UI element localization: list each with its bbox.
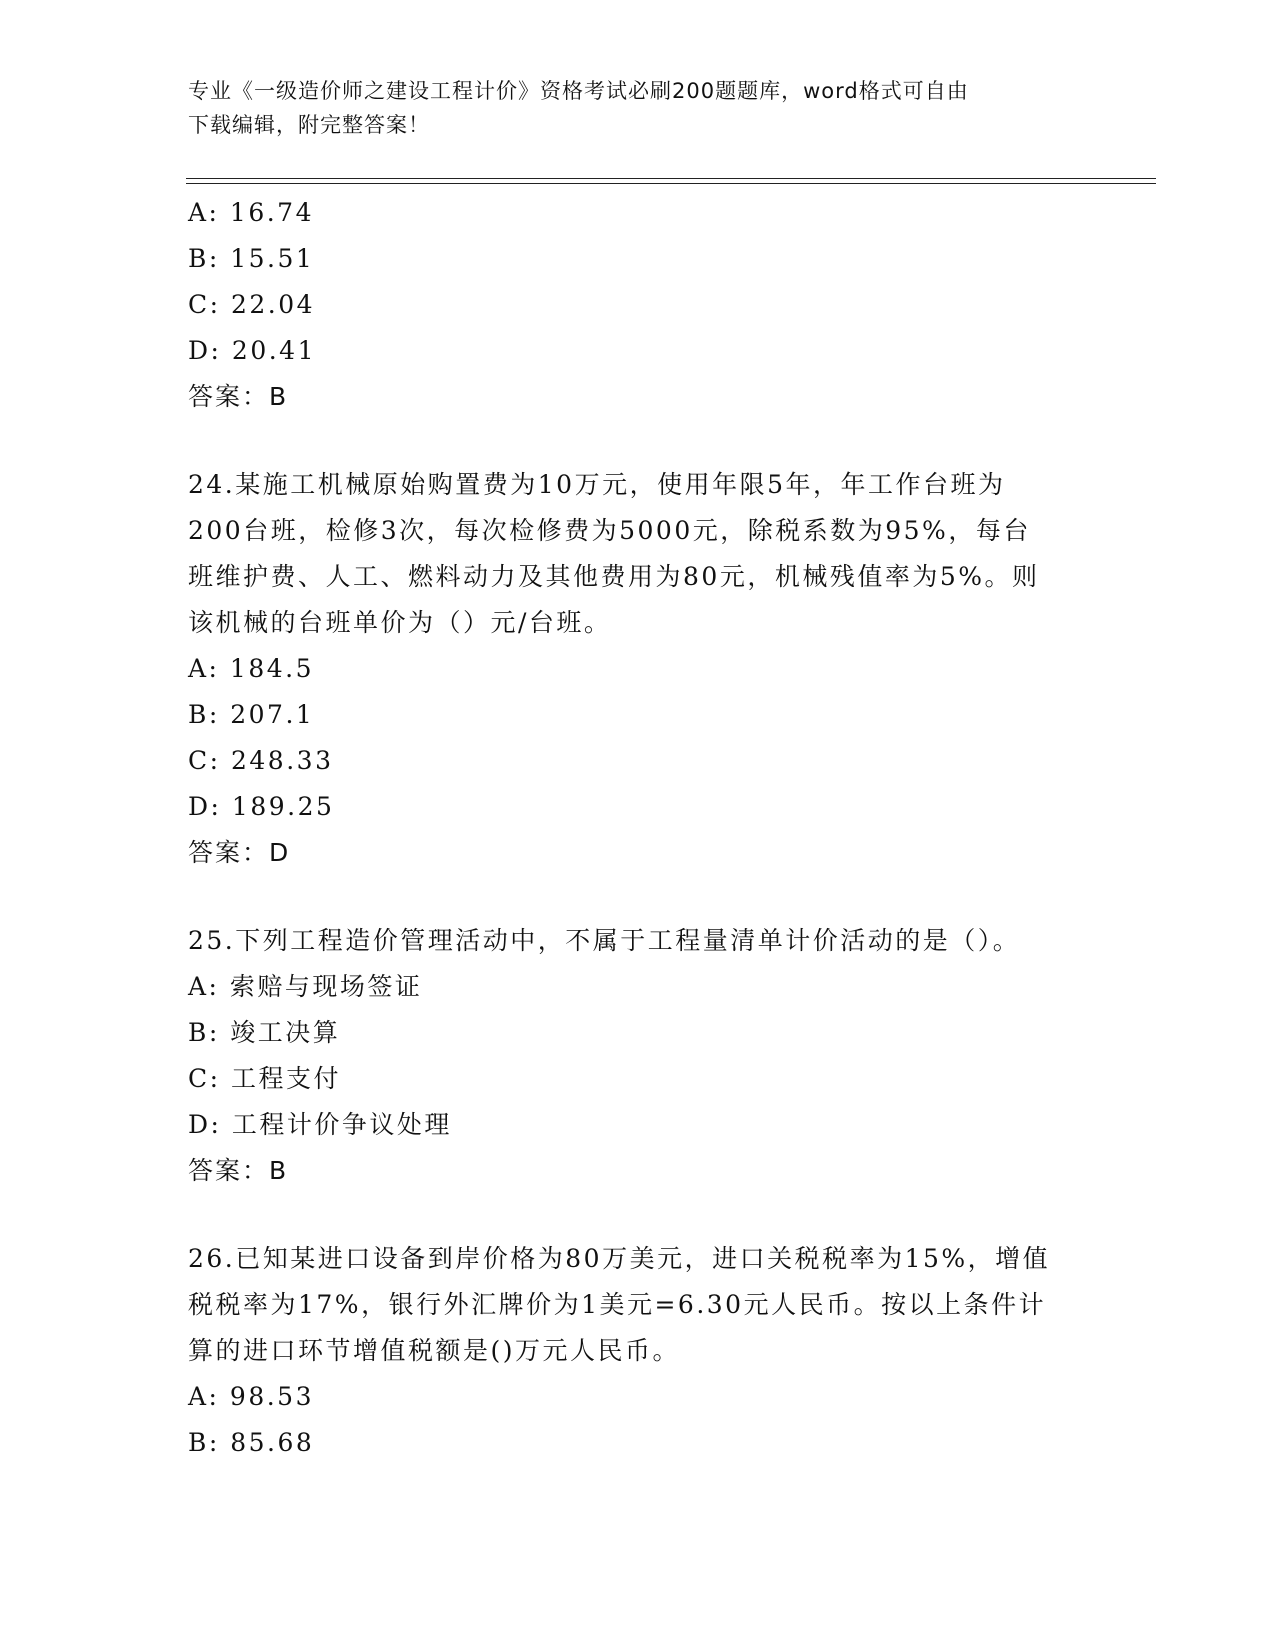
header-line-2: 下载编辑，附完整答案！ — [188, 113, 430, 137]
option-d: D: 20.41 — [188, 336, 316, 365]
option-c: C: 22.04 — [188, 290, 316, 319]
answer-line: 答案：D — [188, 838, 291, 867]
header-divider-top — [186, 178, 1156, 179]
option-c: C: 工程支付 — [188, 1064, 341, 1093]
option-d: D: 工程计价争议处理 — [188, 1110, 452, 1139]
question-text-line: 25.下列工程造价管理活动中，不属于工程量清单计价活动的是（）。 — [188, 926, 1021, 955]
option-b: B: 207.1 — [188, 700, 315, 729]
option-a: A: 98.53 — [188, 1382, 314, 1411]
option-c: C: 248.33 — [188, 746, 334, 775]
option-d: D: 189.25 — [188, 792, 335, 821]
header-line-1: 专业《一级造价师之建设工程计价》资格考试必刷200题题库，word格式可自由 — [188, 79, 969, 103]
option-a: A: 索赔与现场签证 — [188, 972, 423, 1001]
question-26 — [188, 1236, 1088, 1466]
question-text-line: 税税率为17%，银行外汇牌价为1美元=6.30元人民币。按以上条件计 — [188, 1290, 1047, 1319]
option-b: B: 15.51 — [188, 244, 315, 273]
option-a: A: 184.5 — [188, 654, 314, 683]
question-text-line: 24.某施工机械原始购置费为10万元，使用年限5年，年工作台班为 — [188, 470, 1006, 499]
option-a: A: 16.74 — [188, 198, 314, 227]
question-text-line: 26.已知某进口设备到岸价格为80万美元，进口关税税率为15%，增值 — [188, 1244, 1051, 1273]
question-24 — [188, 462, 1088, 876]
question-text-line: 班维护费、人工、燃料动力及其他费用为80元，机械残值率为5%。则 — [188, 562, 1040, 591]
question-25 — [188, 918, 1088, 1194]
document-header — [188, 74, 1088, 142]
answer-line: 答案：B — [188, 382, 289, 411]
option-b: B: 85.68 — [188, 1428, 315, 1457]
header-divider-bottom — [186, 183, 1156, 184]
question-text-line: 算的进口环节增值税额是()万元人民币。 — [188, 1336, 681, 1365]
question-text-line: 该机械的台班单价为（）元/台班。 — [188, 608, 612, 637]
answer-line: 答案：B — [188, 1156, 289, 1185]
option-b: B: 竣工决算 — [188, 1018, 341, 1047]
question-text-line: 200台班，检修3次，每次检修费为5000元，除税系数为95%，每台 — [188, 516, 1031, 545]
previous-question-tail — [188, 190, 1088, 420]
question-list — [188, 190, 1088, 1466]
